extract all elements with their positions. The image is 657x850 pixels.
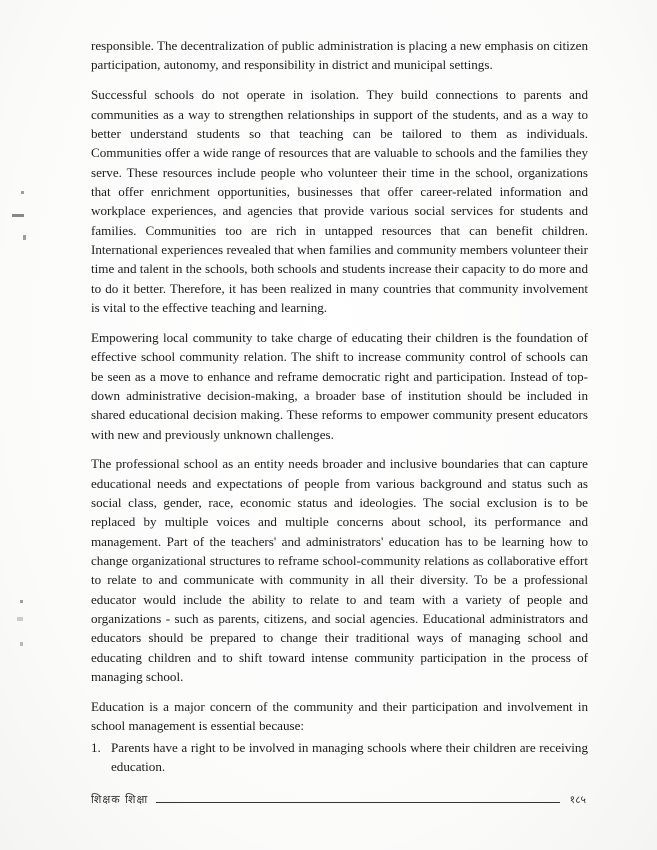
list-text: Parents have a right to be involved in managing schools where their children are receiving education. [111,739,588,775]
body-text [91,36,588,776]
paragraph-successful-schools: Successful schools do not operate in isolation. They build connections to parents and communities as a way to strengthen relationships in support of the students, and as a way to better understand students so that teaching can be tailored to them as individuals. Communities offer a wide range of resources that are valuable to schools and the families they serve. These resources include people who volunteer their time in the school, organizations that offer enrichment opportunities, businesses that offer career-related information and workplace experiences, and agencies that provide various social services for students and families. Communities too are rich in untapped resources that can benefit children. International experiences revealed that when families and community members volunteer their time and talent in the schools, both schools and students increase their capacity to do more and to do it better. Therefore, it has been realized in many countries that community involvement is vital to the effective teaching and learning. [91,87,588,315]
margin-speck [20,600,23,603]
list-number: 1. [91,739,101,755]
margin-speck [21,191,24,194]
margin-speck [17,617,23,621]
margin-speck [20,642,23,646]
paragraph-empowering-community: Empowering local community to take charge of educating their children is the foundation of effective school community relation. The shift to increase community control of schools can be seen as a move to enhance and reframe democratic right and participation. Instead of top-down administrative decision-making, a broader base of institution should be included in shared educational decision making. These reforms to empower community present educators with new and previously unknown challenges. [91,329,588,442]
paragraph-education-concern: Education is a major concern of the community and their participation and involvement in school management is essential because: [91,699,588,734]
margin-speck [12,214,24,217]
paragraph-continuation: responsible. The decentralization of public administration is placing a new emphasis on citizen participation, autonomy, and responsibility in district and municipal settings. [91,38,588,73]
page-footer [91,787,586,807]
running-title: शिक्षक शिक्षा [91,793,149,806]
paragraph-professional-school: The professional school as an entity needs broader and inclusive boundaries that can capture educational needs and expectations of people from various background and status such as social class, gender, race, economic status and ideologies. The social exclusion is to be replaced by multiple voices and multiple concerns about school, its performance and management. Part of the teachers' and administrators' education has to be learning how to change organizational structures to reframe school-community relations as collaborative effort to relate to and communicate with community in all their diversity. To be a professional educator would include the ability to relate to and team with a variety of people and organizations - such as parents, citizens, and social agencies. Educational administrators and educators should be prepared to change their traditional ways of managing school and educating children and to shift toward intense community participation in the process of managing school. [91,456,588,685]
footer-rule [156,802,559,803]
page-number: १८५ [569,794,586,806]
margin-speck [23,235,26,240]
list-item [91,738,588,777]
